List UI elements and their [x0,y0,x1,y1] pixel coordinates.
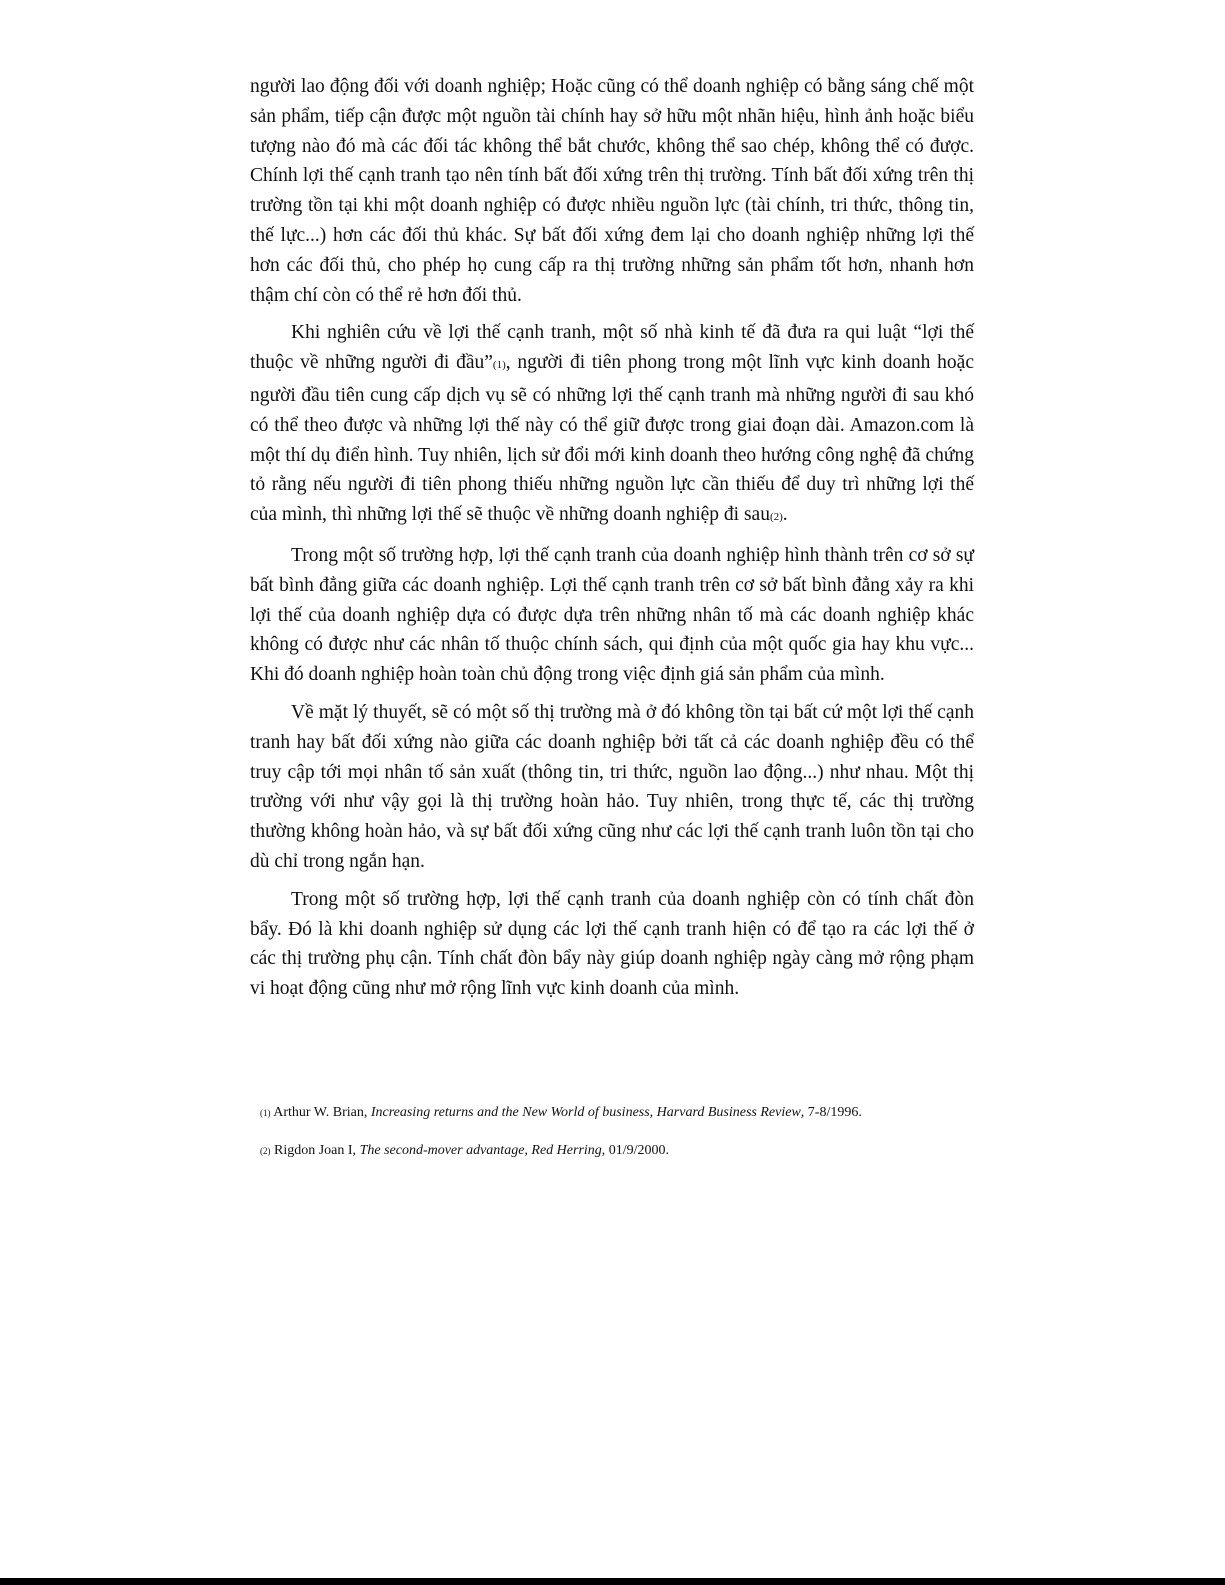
paragraph-1: người lao động đối với doanh nghiệp; Hoặc cũng có thể doanh nghiệp có bằng sáng chế một sản phẩm, tiếp cận được một nguồn tài chính hay sở hữu một nhãn hiệu, hình ảnh hoặc biểu tượng nào đó mà các đối tác không thể bắt chước, không thể sao chép, không thể có được. Chính lợi thế cạnh tranh tạo nên tính bất đối xứng trên thị trường. Tính bất đối xứng trên thị trường tồn tại khi một doanh nghiệp có được nhiều nguồn lực (tài chính, tri thức, thông tin, thế lực...) hơn các đối thủ khác. Sự bất đối xứng đem lại cho doanh nghiệp những lợi thế hơn các đối thủ, cho phép họ cung cấp ra thị trường những sản phẩm tốt hơn, nhanh hơn thậm chí còn có thể rẻ hơn đối thủ. [250,76,974,306]
footnote-title: The second-mover advantage, Red Herring [359,1143,602,1158]
paragraph-2 [250,318,974,533]
footnote-ref-1: (1) [492,359,506,372]
footnote-mark: (2) [260,1146,271,1156]
page-bottom-border [0,1578,1225,1585]
paragraph-3: Trong một số trường hợp, lợi thế cạnh tranh của doanh nghiệp hình thành trên cơ sở sự bất bình đẳng giữa các doanh nghiệp. Lợi thế cạnh tranh trên cơ sở bất bình đẳng xảy ra khi lợi thế của doanh nghiệp dựa có được dựa trên những nhân tố mà các doanh nghiệp khác không có được như các nhân tố thuộc chính sách, qui định của một quốc gia hay khu vực... Khi đó doanh nghiệp hoàn toàn chủ động trong việc định giá sản phẩm của mình. [250,544,974,686]
footnote-details: , 7-8/1996. [800,1105,862,1120]
document-body [250,72,974,1012]
paragraph-2-text-a: Khi nghiên cứu về lợi thế cạnh tranh, một số nhà kinh tế đã đưa ra qui luật “lợi thế thuộc về những người đi đầu” [250,322,974,374]
footnote-2 [260,1142,974,1160]
footnote-title: Increasing returns and the New World of business, Harvard Business Review [370,1105,801,1120]
footnote-1 [260,1104,974,1122]
footnote-author: Arthur W. Brian, [273,1105,371,1120]
paragraph-5: Trong một số trường hợp, lợi thế cạnh tranh của doanh nghiệp còn có tính chất đòn bẩy. Đó là khi doanh nghiệp sử dụng các lợi thế cạnh tranh hiện có để tạo ra các lợi thế ở các thị trường phụ cận. Tính chất đòn bẩy này giúp doanh nghiệp ngày càng mở rộng phạm vi hoạt động cũng như mở rộng lĩnh vực kinh doanh của mình. [250,888,974,1000]
footnote-ref-2: (2) [769,511,783,524]
footnotes [250,1104,974,1180]
paragraph-2-text-b: , người đi tiên phong trong một lĩnh vực kinh doanh hoặc người đầu tiên cung cấp dịch vụ sẽ có những lợi thế cạnh tranh mà những người đi sau khó có thể theo được và những lợi thế này có thể giữ được trong giai đoạn dài. Amazon.com là một thí dụ điển hình. Tuy nhiên, lịch sử đổi mới kinh doanh theo hướng công nghệ đã chứng tỏ rằng nếu người đi tiên phong thiếu những nguồn lực cần thiếu để duy trì những lợi thế của mình, thì những lợi thế sẽ thuộc về những doanh nghiệp đi sau [250,352,974,526]
paragraph-4: Về mặt lý thuyết, sẽ có một số thị trường mà ở đó không tồn tại bất cứ một lợi thế cạnh tranh hay bất đối xứng nào giữa các doanh nghiệp bởi tất cả các doanh nghiệp đều có thể truy cập tới mọi nhân tố sản xuất (thông tin, tri thức, nguồn lao động...) như nhau. Một thị trường với như vậy gọi là thị trường hoàn hảo. Tuy nhiên, trong thực tế, các thị trường thường không hoàn hảo, và sự bất đối xứng cũng như các lợi thế cạnh tranh luôn tồn tại cho dù chỉ trong ngắn hạn. [250,701,974,872]
footnote-author: Rigdon Joan I, [274,1143,360,1158]
footnote-mark: (1) [260,1108,271,1118]
paragraph-2-text-c: . [782,504,788,526]
footnote-details: , 01/9/2000. [601,1143,670,1158]
